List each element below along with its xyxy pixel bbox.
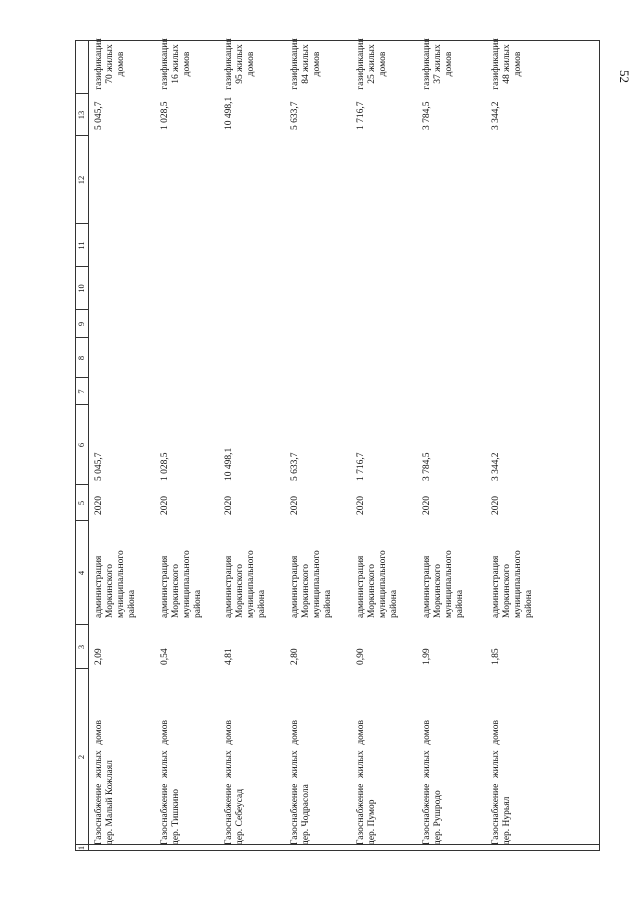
total-cost-value: 1 716,7 [356, 452, 366, 481]
responsible-organization: администрация Моркинского муниципального района [356, 550, 399, 618]
settlement-name: дер. Малый Кожлаял [105, 760, 115, 845]
expected-result: газификация 16 жилых домов [160, 38, 192, 90]
object-name-word: жилых [224, 750, 234, 778]
document-table [75, 38, 600, 851]
table-row [224, 38, 267, 851]
table-row [94, 38, 137, 851]
object-name-word: домов [290, 720, 300, 745]
column-divider [75, 844, 600, 845]
length-value: 2,80 [290, 648, 300, 665]
column-divider [75, 223, 88, 224]
object-name-cell [422, 720, 444, 845]
expected-result: газификация 70 жилых домов [94, 38, 126, 90]
length-value: 4,81 [224, 648, 234, 665]
table-row [290, 38, 333, 851]
expected-result: газификация 25 жилых домов [356, 38, 388, 90]
table-row [491, 38, 534, 851]
object-name-word: жилых [491, 750, 501, 778]
table-row [160, 38, 203, 851]
total-cost-value: 5 633,7 [290, 452, 300, 481]
object-name-word: Газоснабжение [422, 783, 432, 845]
total-cost-value: 3 784,5 [422, 452, 432, 481]
column-header: 12 [76, 175, 86, 185]
funding-value: 3 784,5 [422, 101, 432, 130]
object-name-word: Газоснабжение [356, 783, 366, 845]
column-divider [75, 668, 88, 669]
funding-value: 5 045,7 [94, 101, 104, 130]
column-header: 6 [76, 442, 86, 448]
total-cost-value: 5 045,7 [94, 452, 104, 481]
table-row [422, 38, 465, 851]
column-divider [75, 624, 88, 625]
column-divider [75, 377, 88, 378]
year-value: 2020 [224, 496, 234, 515]
total-cost-value: 3 344,2 [491, 452, 501, 481]
table-bottom-border [599, 41, 600, 851]
object-name-word: Газоснабжение [160, 783, 170, 845]
table-row [356, 38, 399, 851]
object-name-word: домов [94, 720, 104, 745]
column-divider [75, 484, 88, 485]
settlement-name: дер. Нурьял [502, 796, 512, 845]
column-header: 2 [76, 754, 86, 760]
column-divider [75, 520, 88, 521]
object-name-word: домов [422, 720, 432, 745]
length-value: 0,54 [160, 648, 170, 665]
year-value: 2020 [491, 496, 501, 515]
responsible-organization: администрация Моркинского муниципального района [160, 550, 203, 618]
column-header: 7 [76, 389, 86, 394]
object-name-word: жилых [422, 750, 432, 778]
column-header: 13 [76, 110, 86, 120]
column-header: 4 [76, 570, 86, 576]
settlement-name: дер. Себеусад [235, 788, 245, 845]
object-name-word: Газоснабжение [94, 783, 104, 845]
expected-result: газификация 95 жилых домов [224, 38, 256, 90]
object-name-word: жилых [290, 750, 300, 778]
year-value: 2020 [356, 496, 366, 515]
object-name-word: домов [356, 720, 366, 745]
year-value: 2020 [94, 496, 104, 515]
expected-result: газификация 37 жилых домов [422, 38, 454, 90]
expected-result: газификация 84 жилых домов [290, 38, 322, 90]
length-value: 1,99 [422, 648, 432, 665]
object-name-word: Газоснабжение [290, 783, 300, 845]
object-name-word: домов [224, 720, 234, 745]
object-name-word: жилых [160, 750, 170, 778]
object-name-word: домов [160, 720, 170, 745]
length-value: 1,85 [491, 648, 501, 665]
column-divider [75, 850, 600, 851]
column-divider [75, 135, 88, 136]
object-name-cell [356, 720, 378, 845]
column-divider [75, 337, 88, 338]
funding-value: 1 028,5 [160, 101, 170, 130]
funding-value: 1 716,7 [356, 101, 366, 130]
object-name-cell [224, 720, 246, 845]
responsible-organization: администрация Моркинского муниципального района [94, 550, 137, 618]
column-header: 10 [76, 284, 86, 293]
object-name-cell [491, 720, 513, 845]
column-header: 11 [76, 241, 86, 250]
header-divider [88, 41, 89, 851]
funding-value: 10 498,1 [224, 96, 234, 130]
column-divider [75, 40, 600, 41]
object-name-word: жилых [94, 750, 104, 778]
total-cost-value: 1 028,5 [160, 452, 170, 481]
column-divider [75, 93, 88, 94]
column-header: 5 [76, 500, 86, 506]
funding-value: 5 633,7 [290, 101, 300, 130]
object-name-word: Газоснабжение [224, 783, 234, 845]
column-divider [75, 309, 88, 310]
column-header: 3 [76, 644, 86, 650]
column-divider [75, 266, 88, 267]
column-header: 1 [76, 845, 86, 851]
object-name-word: домов [491, 720, 501, 745]
year-value: 2020 [290, 496, 300, 515]
expected-result: газификация 48 жилых домов [491, 38, 523, 90]
year-value: 2020 [160, 496, 170, 515]
object-name-word: жилых [356, 750, 366, 778]
responsible-organization: администрация Моркинского муниципального района [290, 550, 333, 618]
page-number: 52 [617, 70, 632, 83]
object-name-cell [160, 720, 182, 845]
column-header: 9 [76, 321, 86, 327]
object-name-cell [94, 720, 116, 845]
length-value: 2,09 [94, 648, 104, 665]
settlement-name: дер. Чодрасола [301, 784, 311, 845]
settlement-name: дер. Тишкино [171, 788, 181, 845]
total-cost-value: 10 498,1 [224, 447, 234, 481]
column-divider [75, 404, 88, 405]
responsible-organization: администрация Моркинского муниципального района [224, 550, 267, 618]
object-name-cell [290, 720, 312, 845]
column-header: 8 [76, 355, 86, 361]
year-value: 2020 [422, 496, 432, 515]
responsible-organization: администрация Моркинского муниципального района [422, 550, 465, 618]
settlement-name: дер. Рушродо [433, 790, 443, 845]
settlement-name: дер. Пумор [367, 799, 377, 845]
responsible-organization: администрация Моркинского муниципального района [491, 550, 534, 618]
funding-value: 3 344,2 [491, 101, 501, 130]
length-value: 0,90 [356, 648, 366, 665]
object-name-word: Газоснабжение [491, 783, 501, 845]
